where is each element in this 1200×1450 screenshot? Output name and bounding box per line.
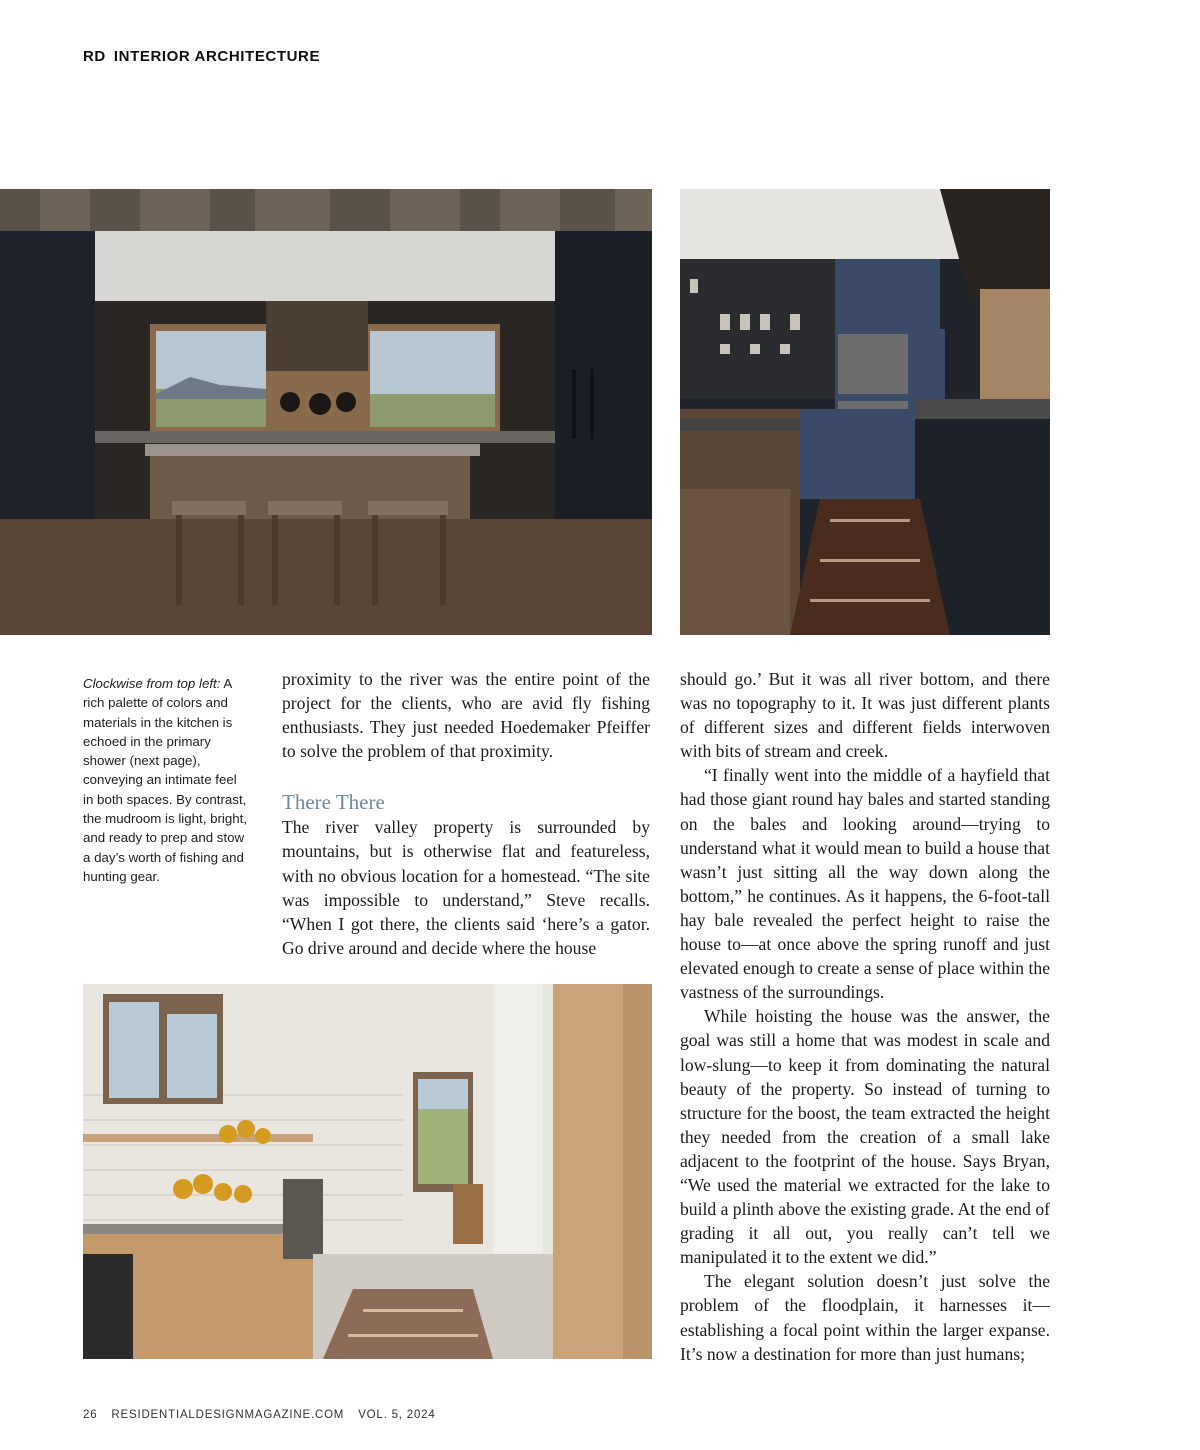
kitchen-side-photo <box>680 189 1050 635</box>
blue-kitchen-runner-photo <box>680 189 1050 635</box>
article-column-1 <box>282 667 650 960</box>
section-title: INTERIOR ARCHITECTURE <box>113 48 321 65</box>
page-footer <box>83 1409 450 1421</box>
section-header <box>83 48 320 65</box>
page-number: 26 <box>83 1409 98 1421</box>
article-paragraph: “I finally went into the middle of a hayfield that had those giant round hay bales and started standing on the bales and looking around—trying to understand what it would mean to build a house that wasn’t just sitting all the way down along the bottom,” he continues. As it happens, the 6-foot-tall hay bale revealed the perfect height to raise the house to—at once above the spring runoff and just elevated enough to create a sense of place within the vastness of the surroundings. <box>680 765 1050 1003</box>
caption-body: A rich palette of colors and materials in the kitchen is echoed in the primary shower (next page), conveying an intimate feel in both spaces. By contrast, the mudroom is light, bright, and ready to prep and stow a day’s worth of fishing and hunting gear. <box>83 676 248 884</box>
article-subhead: There There <box>282 790 385 815</box>
mudroom-photo <box>83 984 652 1359</box>
photo-caption <box>83 674 248 886</box>
article-paragraph: proximity to the river was the entire point of the project for the clients, who are avid fly fishing enthusiasts. They just needed Hoedemaker Pfeiffer to solve the problem of that proximity. <box>282 669 650 762</box>
article-paragraph: The river valley property is surrounded by mountains, but is otherwise flat and featureless, with no obvious location for a homestead. “The site was impossible to understand,” Steve recalls. “When I got there, the clients said ‘here’s a gator. Go drive around and decide where the house <box>282 817 650 958</box>
caption-lead: Clockwise from top left: <box>83 676 221 691</box>
article-paragraph: While hoisting the house was the answer, the goal was still a home that was modest in scale and low-slung—to keep it from dominating the natural beauty of the property. So instead of turning to structure for the boost, the team extracted the height they needed from the creation of a small lake adjacent to the footprint of the house. Says Bryan, “We used the material we extracted for the lake to build a plinth above the existing grade. At the end of grading it all out, you really can’t tell we manipulated it to the extent we did.” <box>680 1006 1050 1268</box>
footer-site: RESIDENTIALDESIGNMAGAZINE.COM <box>111 1409 345 1421</box>
article-paragraph: should go.’ But it was all river bottom, and there was no topography to it. It was just different plants of different sizes and different fields interwoven with bits of stream and creek. <box>680 669 1050 762</box>
kitchen-main-photo <box>0 189 652 635</box>
section-code: RD <box>83 48 106 65</box>
article-paragraph: The elegant solution doesn’t just solve the problem of the floodplain, it harnesses it—establishing a focal point within the larger expanse. It’s now a destination for more than just humans; <box>680 1271 1050 1364</box>
article-column-2 <box>680 667 1050 1366</box>
dark-kitchen-island-photo <box>0 189 652 635</box>
mudroom-sunflowers-photo <box>83 984 652 1359</box>
footer-issue: VOL. 5, 2024 <box>358 1409 436 1421</box>
